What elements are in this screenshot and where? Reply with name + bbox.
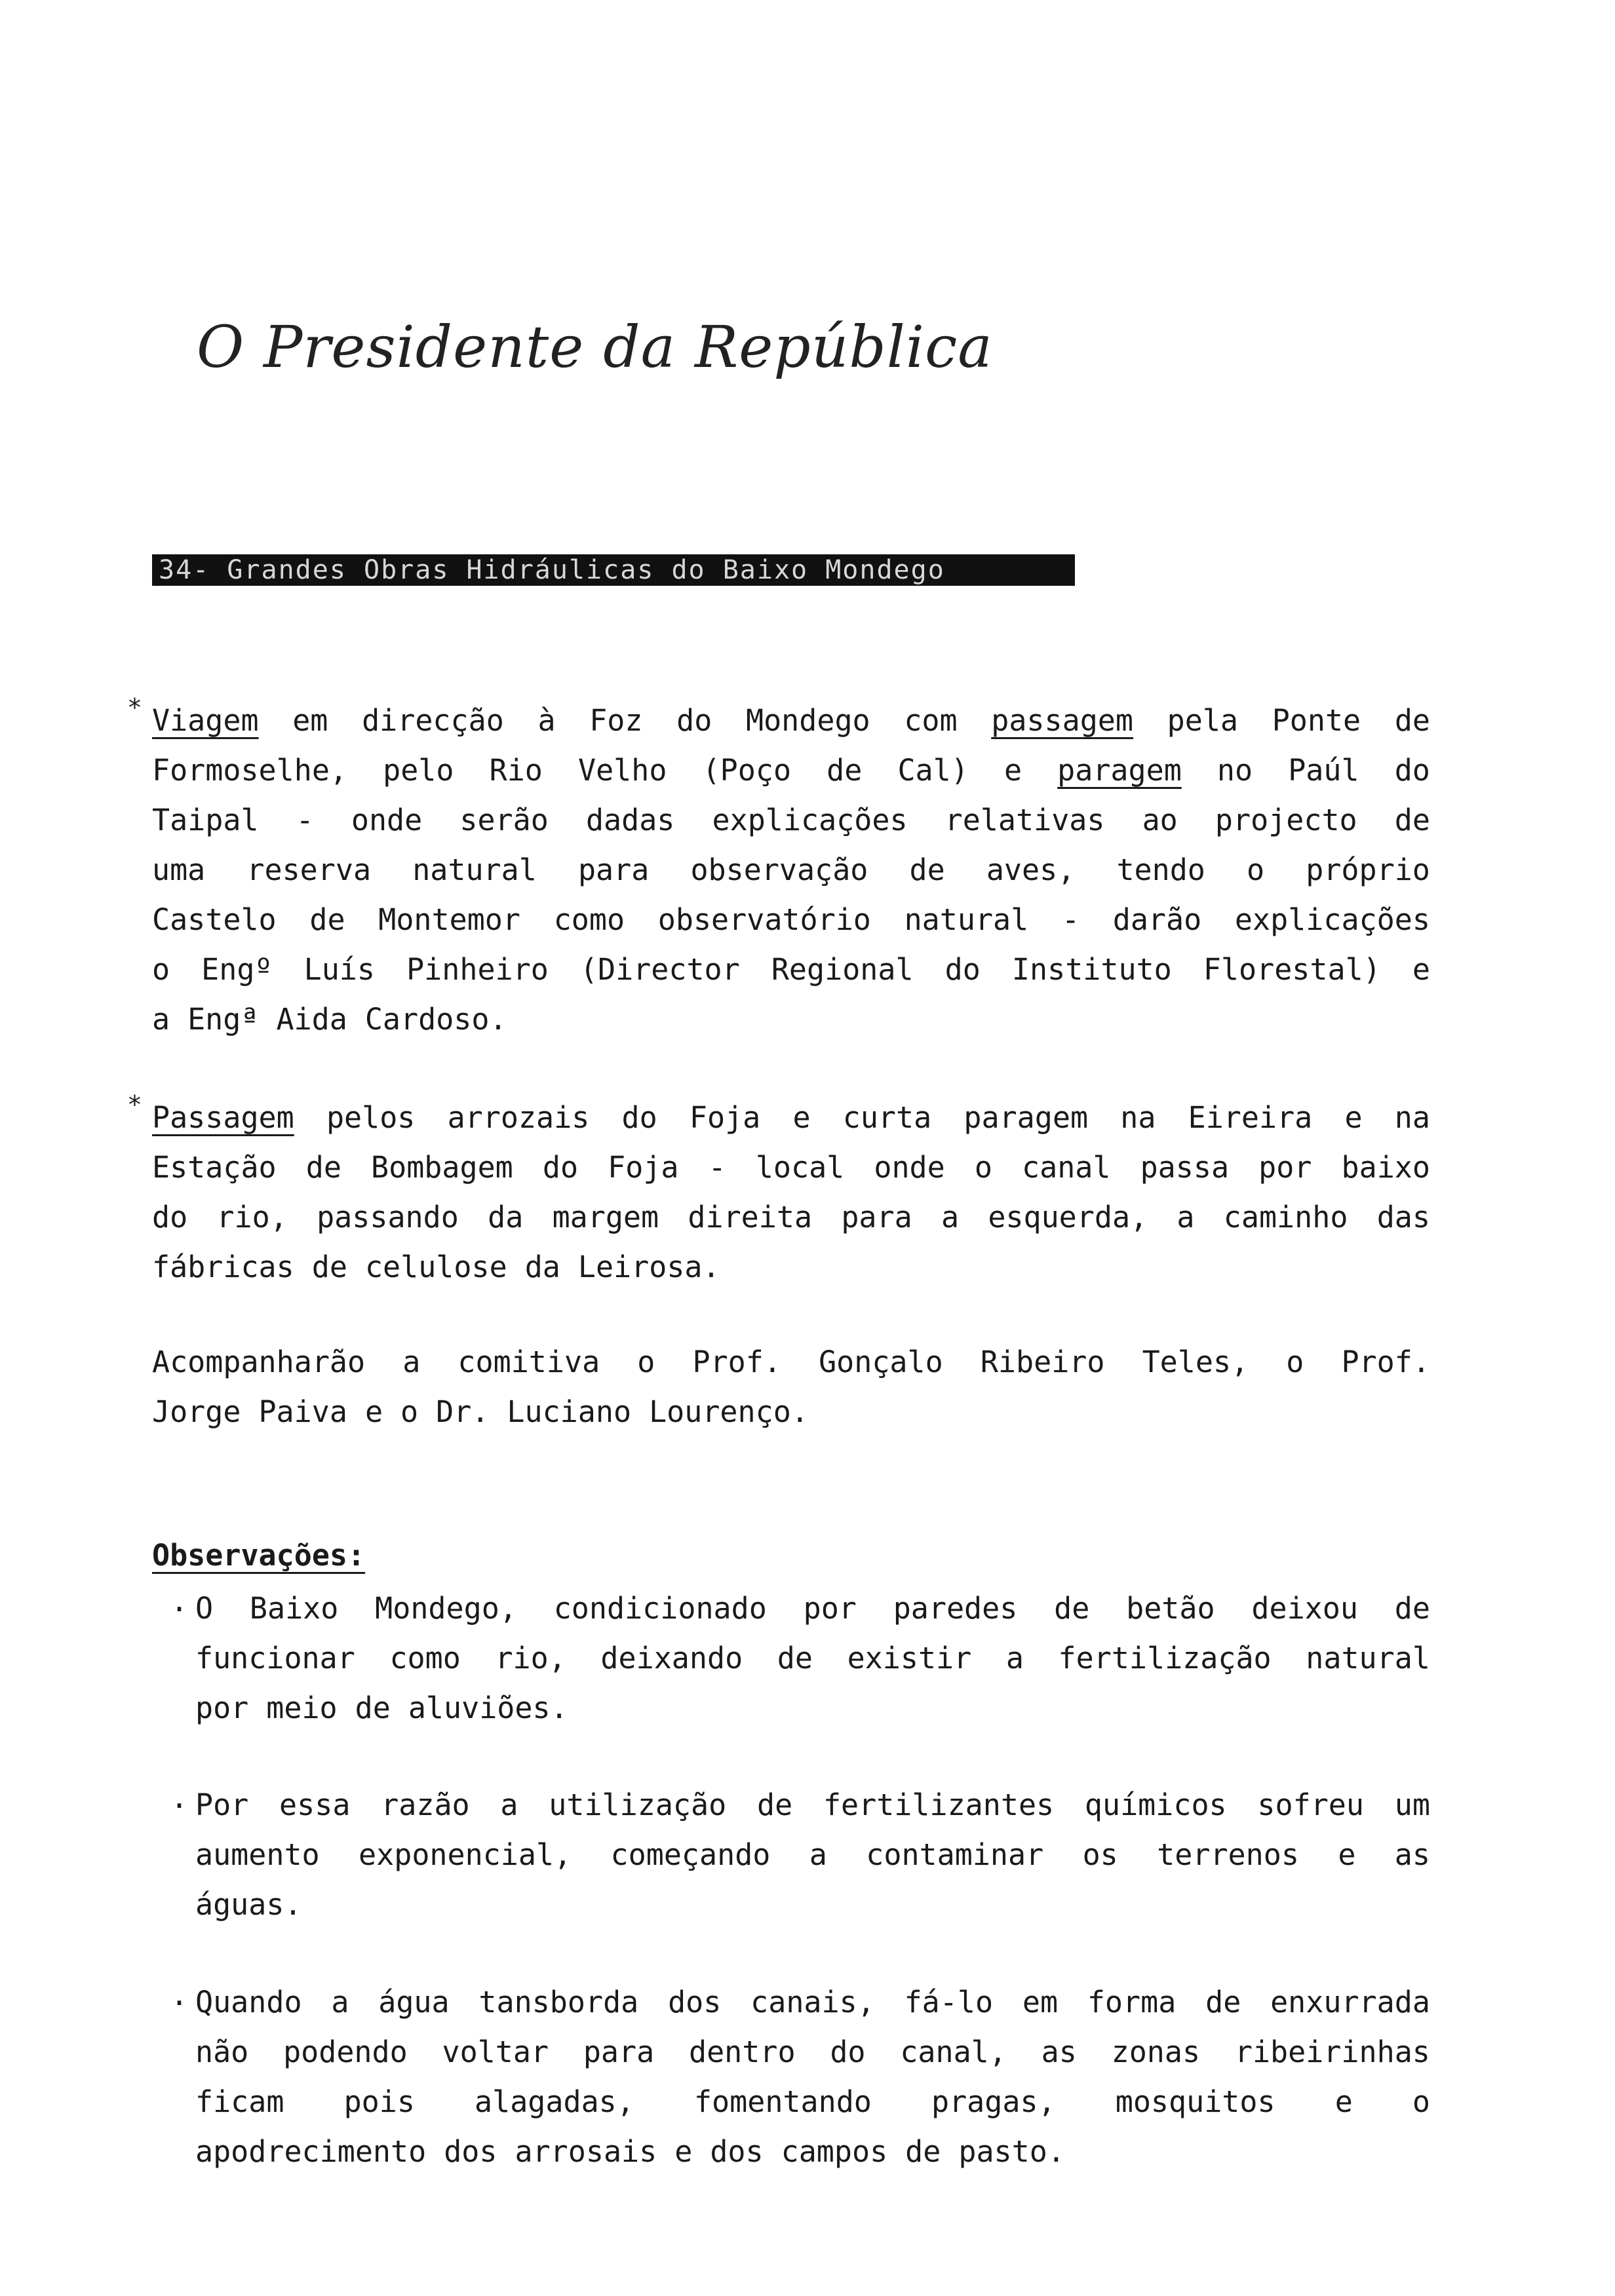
word: do xyxy=(542,1150,579,1185)
word: ribeirinhas xyxy=(1234,2035,1430,2069)
word: de xyxy=(355,1691,391,1725)
word: do xyxy=(621,1100,657,1135)
bullet-dot: . xyxy=(170,1584,189,1618)
word: de xyxy=(909,852,945,887)
word: de xyxy=(1054,1591,1090,1626)
paragraph-viagem xyxy=(127,693,1430,1044)
word: comitiva xyxy=(457,1345,600,1379)
word: deixando xyxy=(600,1641,743,1675)
word: o xyxy=(1412,2084,1430,2119)
word: rio, xyxy=(495,1641,566,1675)
word: passando xyxy=(317,1200,459,1234)
word: o xyxy=(974,1150,992,1185)
word: Paúl xyxy=(1288,753,1359,788)
text-line xyxy=(152,1387,1430,1437)
word: ficam xyxy=(195,2084,284,2119)
word: e xyxy=(1338,1837,1356,1872)
word: não xyxy=(195,2035,249,2069)
word: pragas, xyxy=(931,2084,1056,2119)
word: de xyxy=(309,902,345,937)
word: do xyxy=(1394,753,1430,788)
word: razão xyxy=(381,1788,470,1822)
word: Viagem xyxy=(152,703,259,738)
word: betão xyxy=(1126,1591,1215,1626)
text-line xyxy=(152,746,1430,795)
word: e xyxy=(1334,2084,1353,2119)
observation-item xyxy=(170,1584,1430,1733)
word: observação xyxy=(690,852,868,887)
word: explicações xyxy=(1234,902,1430,937)
word: e xyxy=(674,2134,693,2169)
text-line xyxy=(195,1880,1430,1930)
word: Jorge xyxy=(152,1394,241,1429)
word: (Poço xyxy=(702,753,792,788)
word: dos xyxy=(668,1985,722,2019)
word: a xyxy=(500,1788,518,1822)
word: uma xyxy=(152,852,206,887)
word: Bombagem xyxy=(371,1150,513,1185)
observations-heading: Observações: xyxy=(152,1538,366,1573)
word: Formoselhe, xyxy=(152,753,348,788)
word: Gonçalo xyxy=(819,1345,943,1379)
text-line xyxy=(152,1193,1430,1242)
word: curta xyxy=(842,1100,932,1135)
word: e xyxy=(1412,952,1430,987)
word: Foja xyxy=(689,1100,761,1135)
word: direita xyxy=(688,1200,813,1234)
text-line xyxy=(152,1337,1430,1387)
word: rio, xyxy=(216,1200,288,1234)
word: Rio xyxy=(489,753,543,788)
word: funcionar xyxy=(195,1641,355,1675)
word: da xyxy=(488,1200,524,1234)
word: Engº xyxy=(201,952,273,987)
word: meio xyxy=(266,1691,338,1725)
text-line xyxy=(195,2127,1430,2177)
word: paragem xyxy=(1057,753,1182,788)
word: Pinheiro xyxy=(406,952,549,987)
word: existir xyxy=(847,1641,972,1675)
word: começando xyxy=(610,1837,771,1872)
word: de xyxy=(756,1788,793,1822)
word: da xyxy=(524,1250,560,1284)
word: do xyxy=(830,2035,866,2069)
word: darão xyxy=(1112,902,1202,937)
text-line xyxy=(152,945,1430,995)
word: como xyxy=(553,902,625,937)
word: Luciano xyxy=(507,1394,632,1429)
word: essa xyxy=(279,1788,351,1822)
word: aumento xyxy=(195,1837,320,1872)
word: das xyxy=(1376,1200,1430,1234)
text-line xyxy=(195,1584,1430,1634)
word: fertilizantes xyxy=(823,1788,1055,1822)
word: alagadas, xyxy=(475,2084,634,2119)
word: a xyxy=(1177,1200,1195,1234)
word: por xyxy=(803,1591,857,1626)
word: Mondego, xyxy=(375,1591,517,1626)
observation-item xyxy=(170,1780,1430,1930)
text-line xyxy=(195,1978,1430,2027)
word: paredes xyxy=(893,1591,1018,1626)
word: contaminar xyxy=(866,1837,1044,1872)
word: Instituto xyxy=(1011,952,1172,987)
word: podendo xyxy=(283,2035,408,2069)
word: de xyxy=(827,753,863,788)
word: (Director xyxy=(579,952,740,987)
word: a xyxy=(402,1345,421,1379)
word: de xyxy=(1394,803,1430,837)
word: Regional xyxy=(771,952,914,987)
word: por xyxy=(1258,1150,1312,1185)
word: terrenos xyxy=(1157,1837,1299,1872)
word: à xyxy=(537,703,556,738)
word: fertilização xyxy=(1058,1641,1272,1675)
text-line xyxy=(195,1780,1430,1830)
word: e xyxy=(364,1394,383,1429)
word: em xyxy=(292,703,328,738)
word: e xyxy=(1344,1100,1363,1135)
word: passagem xyxy=(991,703,1133,738)
word: próprio xyxy=(1306,852,1430,887)
word: tendo xyxy=(1116,852,1205,887)
word: canal xyxy=(1022,1150,1111,1185)
word: de xyxy=(1205,1985,1241,2019)
word: passa xyxy=(1140,1150,1230,1185)
word: de xyxy=(905,2134,941,2169)
word: Lourenço. xyxy=(649,1394,809,1429)
word: dentro xyxy=(689,2035,796,2069)
word: zonas xyxy=(1111,2035,1201,2069)
word: Prof. xyxy=(692,1345,781,1379)
word: caminho xyxy=(1223,1200,1348,1234)
observation-item xyxy=(170,1978,1430,2177)
word: por xyxy=(195,1691,249,1725)
word: na xyxy=(1120,1100,1156,1135)
word: pelos xyxy=(326,1100,416,1135)
word: Montemor xyxy=(378,902,520,937)
word: a xyxy=(331,1985,349,2019)
text-line xyxy=(152,1143,1430,1193)
word: Baixo xyxy=(249,1591,339,1626)
word: paragem xyxy=(963,1100,1089,1135)
word: as xyxy=(1394,1837,1430,1872)
word: reserva xyxy=(246,852,372,887)
bullet-dot: . xyxy=(170,1978,189,2012)
word: as xyxy=(1041,2035,1077,2069)
word: utilização xyxy=(549,1788,727,1822)
word: onde xyxy=(874,1150,945,1185)
text-line xyxy=(195,2077,1430,2127)
word: tansborda xyxy=(478,1985,639,2019)
word: no xyxy=(1216,753,1253,788)
word: em xyxy=(1022,1985,1059,2019)
word: Florestal) xyxy=(1203,952,1381,987)
word: a xyxy=(941,1200,960,1234)
word: serão xyxy=(459,803,549,837)
text-line xyxy=(195,1830,1430,1880)
word: para xyxy=(577,852,650,887)
word: a xyxy=(1005,1641,1024,1675)
word: Cal) xyxy=(897,753,969,788)
word: exponencial, xyxy=(359,1837,572,1872)
section-title-bar xyxy=(152,554,1075,586)
word: Paiva xyxy=(258,1394,347,1429)
word: esquerda, xyxy=(988,1200,1148,1234)
word: o xyxy=(152,952,170,987)
word: Estação xyxy=(152,1150,277,1185)
word: Ribeiro xyxy=(980,1345,1105,1379)
word: do xyxy=(152,1200,188,1234)
word: do xyxy=(676,703,712,738)
word: fomentando xyxy=(693,2084,872,2119)
word: de xyxy=(1394,703,1430,738)
word: Eireira xyxy=(1188,1100,1313,1135)
word: celulose xyxy=(364,1250,507,1284)
word: um xyxy=(1394,1788,1430,1822)
word: de xyxy=(305,1150,341,1185)
word: pelo xyxy=(383,753,454,788)
word: a xyxy=(809,1837,827,1872)
word: voltar xyxy=(442,2035,549,2069)
word: Acompanharão xyxy=(152,1345,366,1379)
word: local xyxy=(755,1150,845,1185)
word: Passagem xyxy=(152,1100,294,1135)
word: ao xyxy=(1142,803,1178,837)
bullet-asterisk: * xyxy=(127,1090,142,1119)
word: onde xyxy=(351,803,423,837)
word: o xyxy=(1247,852,1265,887)
word: natural xyxy=(1306,1641,1430,1675)
bullet-dot: . xyxy=(170,1780,189,1815)
word: e xyxy=(1003,753,1022,788)
word: pasto. xyxy=(958,2134,1065,2169)
word: de xyxy=(311,1250,347,1284)
paragraph-passagem xyxy=(127,1090,1430,1292)
word: canais, xyxy=(750,1985,875,2019)
text-line xyxy=(195,1683,1430,1733)
bullet-asterisk: * xyxy=(127,693,142,722)
word: água xyxy=(378,1985,450,2019)
word: na xyxy=(1394,1100,1430,1135)
word: dos xyxy=(710,2134,764,2169)
word: os xyxy=(1082,1837,1118,1872)
word: Castelo xyxy=(152,902,277,937)
word: Ponte xyxy=(1272,703,1361,738)
word: pela xyxy=(1167,703,1239,738)
word: mosquitos xyxy=(1115,2084,1275,2119)
word: enxurrada xyxy=(1270,1985,1430,2019)
word: o xyxy=(400,1394,419,1429)
word: Foz xyxy=(589,703,643,738)
word: natural xyxy=(412,852,537,887)
word: forma xyxy=(1087,1985,1177,2019)
text-line xyxy=(152,1093,1430,1143)
word: explicações xyxy=(712,803,908,837)
word: do xyxy=(944,952,981,987)
word: deixou xyxy=(1251,1591,1358,1626)
word: natural xyxy=(904,902,1029,937)
text-line xyxy=(152,1242,1430,1292)
section-title: 34- Grandes Obras Hidráulicas do Baixo Mondego xyxy=(159,555,945,585)
word: Taipal xyxy=(152,803,259,837)
word: águas. xyxy=(195,1887,302,1922)
word: margem xyxy=(552,1200,659,1234)
word: de xyxy=(1394,1591,1430,1626)
word: Mondego xyxy=(746,703,870,738)
word: a xyxy=(152,1002,170,1037)
word: Quando xyxy=(195,1985,302,2019)
text-line xyxy=(152,995,1430,1044)
text-line xyxy=(195,2027,1430,2077)
word: sofreu xyxy=(1257,1788,1364,1822)
word: condicionado xyxy=(553,1591,767,1626)
word: Cardoso. xyxy=(364,1002,507,1037)
word: relativas xyxy=(944,803,1105,837)
word: Aida xyxy=(276,1002,347,1037)
word: para xyxy=(583,2035,655,2069)
word: observatório xyxy=(657,902,871,937)
word: baixo xyxy=(1341,1150,1430,1185)
word: campos xyxy=(781,2134,888,2169)
word: direcção xyxy=(362,703,504,738)
word: apodrecimento xyxy=(195,2134,427,2169)
word: Leirosa. xyxy=(577,1250,720,1284)
word: O xyxy=(195,1591,214,1626)
word: fábricas xyxy=(152,1250,294,1284)
text-line xyxy=(152,845,1430,895)
word: - xyxy=(1061,902,1080,937)
word: projecto xyxy=(1215,803,1357,837)
word: Por xyxy=(195,1788,249,1822)
text-line xyxy=(152,795,1430,845)
word: Dr. xyxy=(436,1394,490,1429)
word: Foja xyxy=(608,1150,679,1185)
word: dos xyxy=(444,2134,497,2169)
word: como xyxy=(389,1641,461,1675)
word: canal, xyxy=(900,2035,1007,2069)
paragraph-acompanharao xyxy=(152,1337,1430,1437)
word: aves, xyxy=(986,852,1076,887)
word: - xyxy=(296,803,314,837)
word: Velho xyxy=(578,753,667,788)
word: pois xyxy=(343,2084,415,2119)
word: de xyxy=(777,1641,813,1675)
word: fá-lo xyxy=(904,1985,994,2019)
word: para xyxy=(841,1200,912,1234)
word: - xyxy=(708,1150,726,1185)
word: Engª xyxy=(187,1002,259,1037)
text-line xyxy=(152,895,1430,945)
word: aluviões. xyxy=(408,1691,568,1725)
word: dadas xyxy=(585,803,675,837)
text-line xyxy=(152,696,1430,746)
text-line xyxy=(195,1634,1430,1683)
word: arrozais xyxy=(447,1100,590,1135)
word: Prof. xyxy=(1341,1345,1430,1379)
word: Teles, xyxy=(1142,1345,1249,1379)
word: arrosais xyxy=(515,2134,657,2169)
word: químicos xyxy=(1084,1788,1227,1822)
word: o xyxy=(1286,1345,1304,1379)
word: e xyxy=(792,1100,811,1135)
letterhead: O Presidente da República xyxy=(197,313,993,381)
word: Luís xyxy=(303,952,375,987)
word: com xyxy=(904,703,958,738)
word: o xyxy=(637,1345,655,1379)
